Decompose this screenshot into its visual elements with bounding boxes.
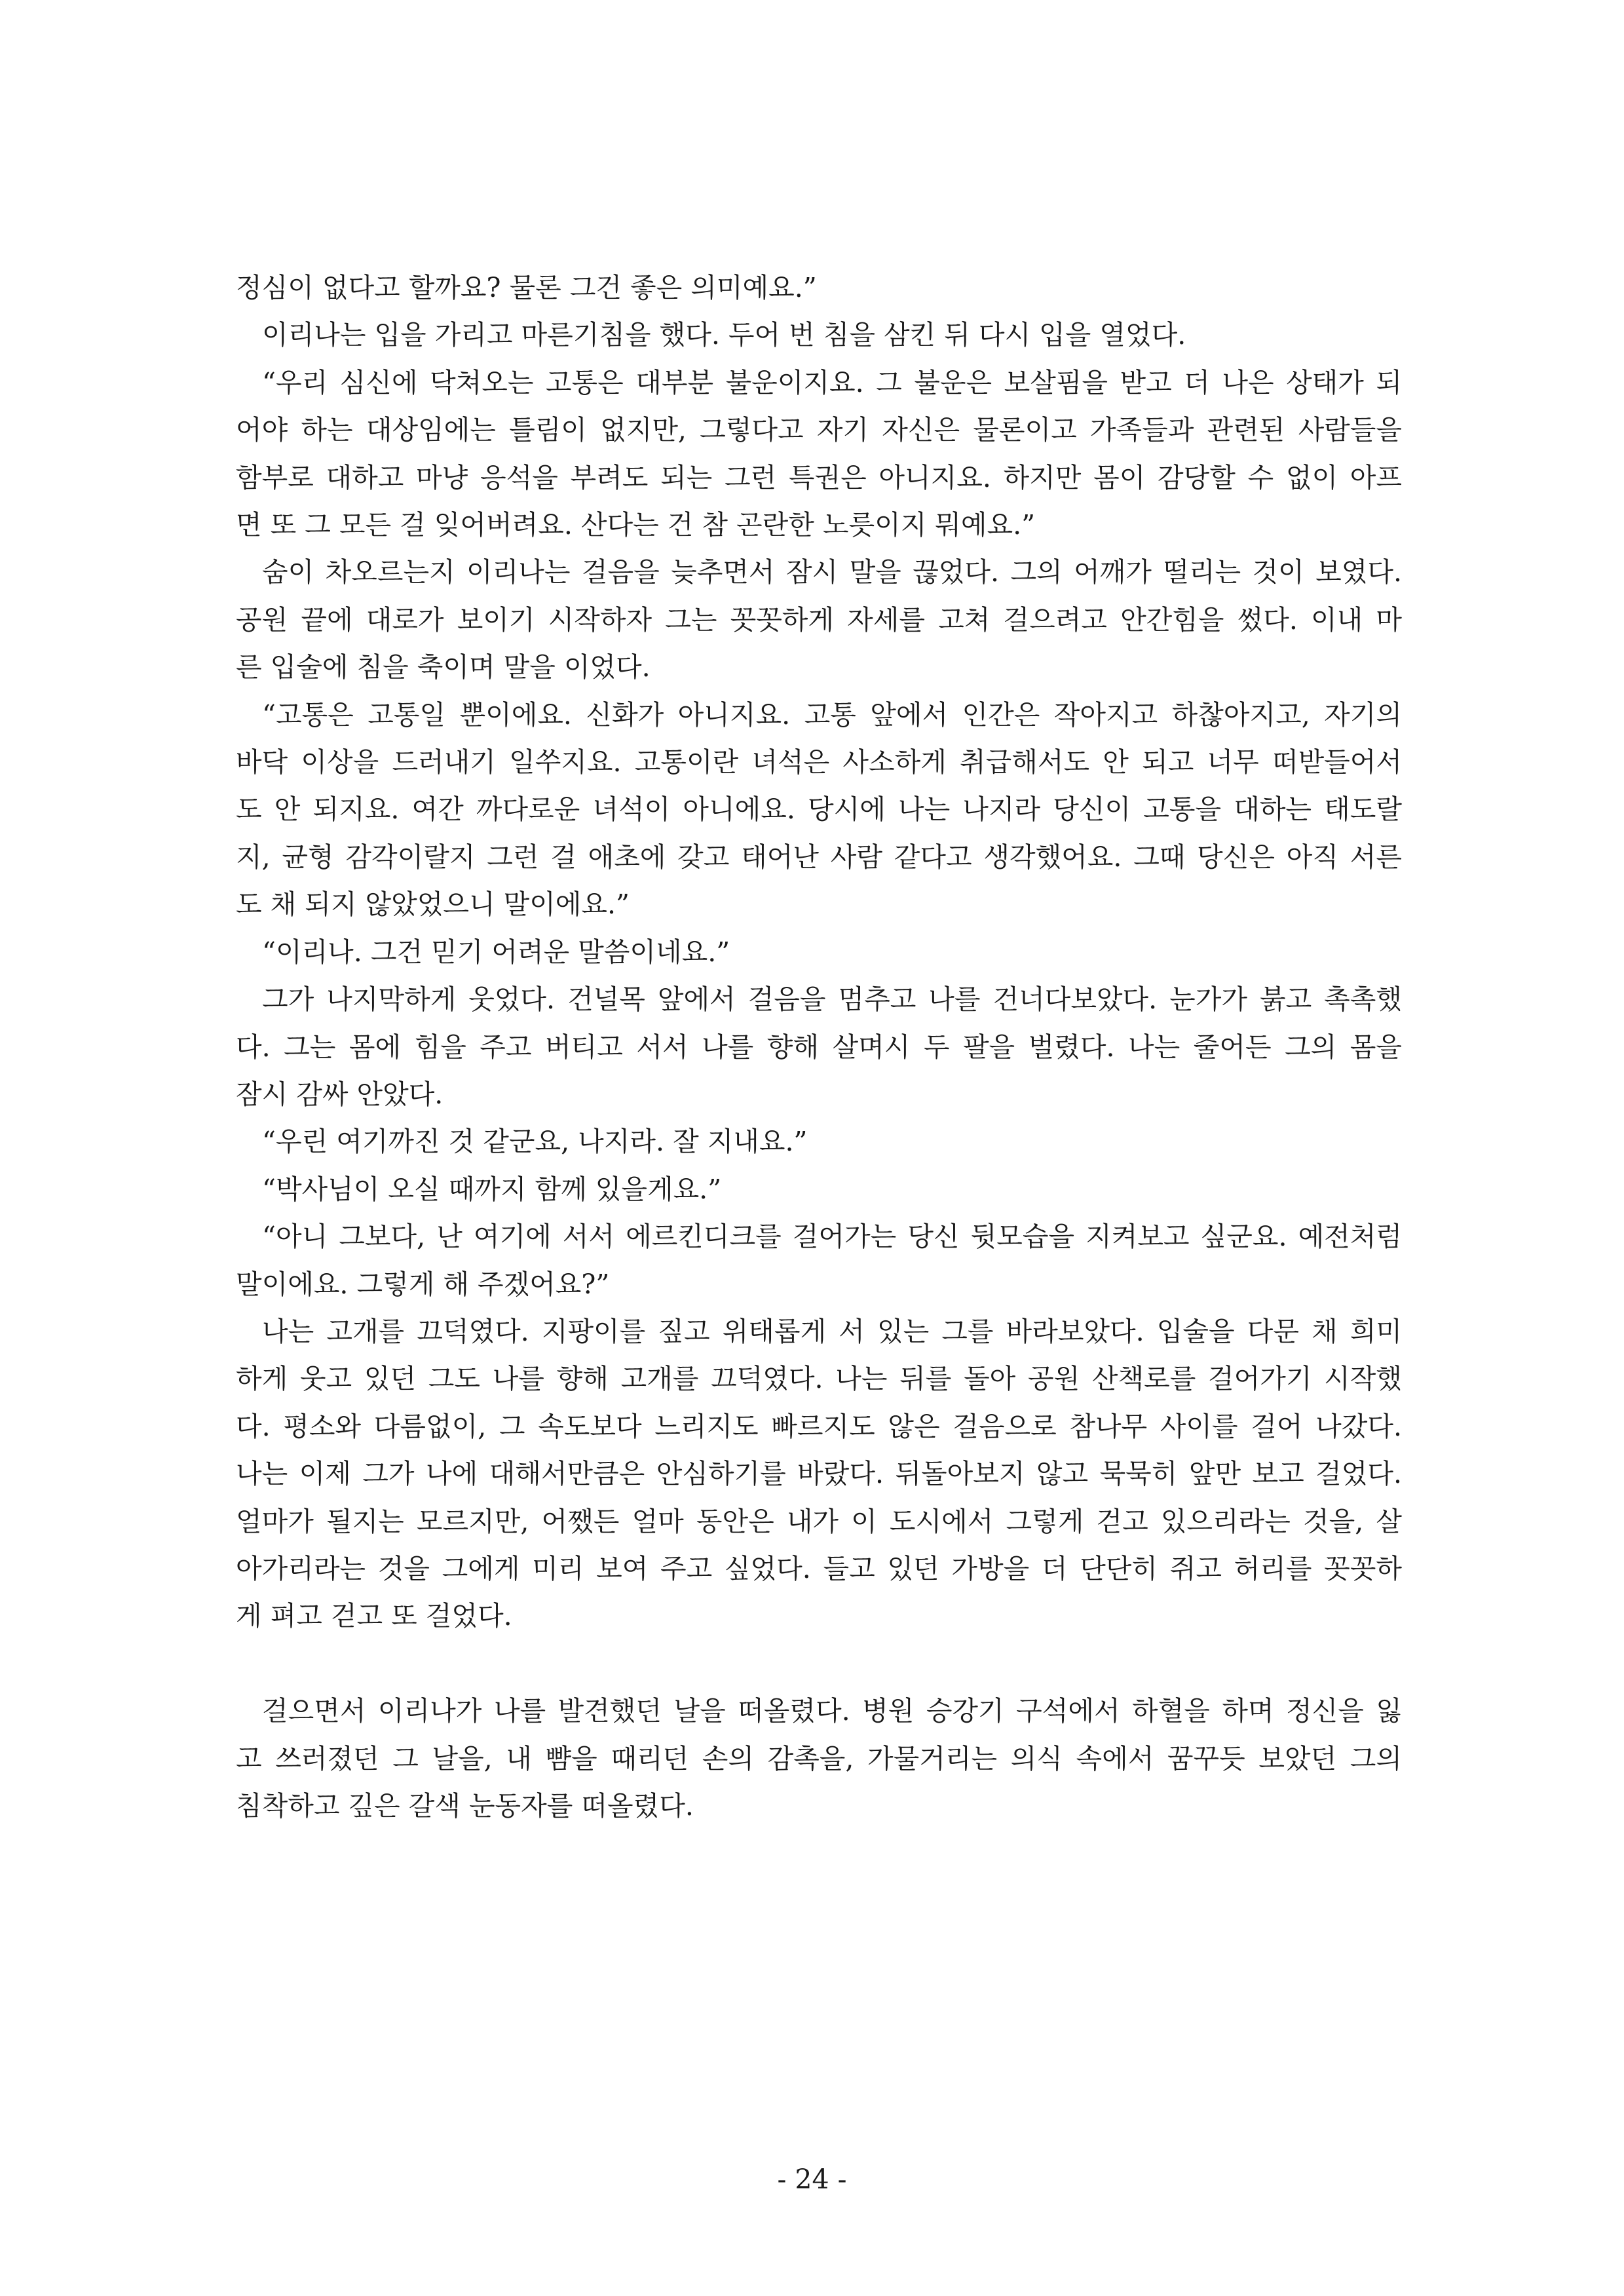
text-line: 아가리라는 것을 그에게 미리 보여 주고 싶었다. 들고 있던 가방을 더 단단히 쥐고 허리를 꼿꼿하 bbox=[236, 1552, 1402, 1584]
text-line: 고 쓰러졌던 그 날을, 내 뺨을 때리던 손의 감촉을, 가물거리는 의식 속에서 꿈꾸듯 보았던 그의 bbox=[236, 1742, 1402, 1774]
text-line: 숨이 차오르는지 이리나는 걸음을 늦추면서 잠시 말을 끊었다. 그의 어깨가 떨리는 것이 보였다. bbox=[262, 556, 1402, 588]
text-line: 도 안 되지요. 여간 까다로운 녀석이 아니에요. 당시에 나는 나지라 당신이 고통을 대하는 태도랄 bbox=[236, 794, 1402, 826]
paragraph bbox=[236, 1308, 1402, 1640]
text-line: 걸으면서 이리나가 나를 발견했던 날을 떠올렸다. 병원 승강기 구석에서 하혈을 하며 정신을 잃 bbox=[262, 1695, 1402, 1727]
text-line: 다. 평소와 다름없이, 그 속도보다 느리지도 빠르지도 않은 걸음으로 참나무 사이를 걸어 나갔다. bbox=[236, 1410, 1402, 1442]
text-line: 침착하고 깊은 갈색 눈동자를 떠올렸다. bbox=[236, 1789, 694, 1822]
text-line: “박사님이 오실 때까지 함께 있을게요.” bbox=[262, 1173, 722, 1205]
text-line: “이리나. 그건 믿기 어려운 말씀이네요.” bbox=[262, 936, 730, 968]
body-text bbox=[236, 264, 1402, 1829]
paragraph bbox=[236, 1687, 1402, 1829]
paragraph bbox=[236, 359, 1402, 549]
text-line: 잠시 감싸 안았다. bbox=[236, 1078, 444, 1110]
text-line: 면 또 그 모든 걸 잊어버려요. 산다는 건 참 곤란한 노릇이지 뭐예요.” bbox=[236, 509, 1036, 541]
text-line: “우리 심신에 닥쳐오는 고통은 대부분 불운이지요. 그 불운은 보살핌을 받고 더 나은 상태가 되 bbox=[262, 366, 1402, 398]
text-line: “고통은 고통일 뿐이에요. 신화가 아니지요. 고통 앞에서 인간은 작아지고 하찮아지고, 자기의 bbox=[262, 698, 1402, 731]
paragraph bbox=[236, 691, 1402, 928]
text-line: 른 입술에 침을 축이며 말을 이었다. bbox=[236, 651, 651, 683]
text-line: 공원 끝에 대로가 보이기 시작하자 그는 꼿꼿하게 자세를 고쳐 걸으려고 안간힘을 썼다. 이내 마 bbox=[236, 603, 1402, 636]
text-line: 얼마가 될지는 모르지만, 어쨌든 얼마 동안은 내가 이 도시에서 그렇게 걷고 있으리라는 것을, 살 bbox=[236, 1505, 1402, 1537]
text-line: 지, 균형 감각이랄지 그런 걸 애초에 갖고 태어난 사람 같다고 생각했어요. 그때 당신은 아직 서른 bbox=[236, 841, 1402, 873]
text-line: 어야 하는 대상임에는 틀림이 없지만, 그렇다고 자기 자신은 물론이고 가족들과 관련된 사람들을 bbox=[236, 414, 1402, 446]
text-line: 도 채 되지 않았었으니 말이에요.” bbox=[236, 889, 630, 921]
text-line: “우린 여기까진 것 같군요, 나지라. 잘 지내요.” bbox=[262, 1126, 808, 1158]
text-line: 바닥 이상을 드러내기 일쑤지요. 고통이란 녀석은 사소하게 취급해서도 안 되고 너무 떠받들어서 bbox=[236, 746, 1402, 778]
text-line: 다. 그는 몸에 힘을 주고 버티고 서서 나를 향해 살며시 두 팔을 벌렸다. 나는 줄어든 그의 몸을 bbox=[236, 1031, 1402, 1063]
text-line: 게 펴고 걷고 또 걸었다. bbox=[236, 1600, 512, 1632]
text-line: 그가 나지막하게 웃었다. 건널목 앞에서 걸음을 멈추고 나를 건너다보았다. 눈가가 붉고 촉촉했 bbox=[262, 984, 1402, 1016]
text-line: 나는 이제 그가 나에 대해서만큼은 안심하기를 바랐다. 뒤돌아보지 않고 묵묵히 앞만 보고 걸었다. bbox=[236, 1458, 1402, 1490]
text-line: 말이에요. 그렇게 해 주겠어요?” bbox=[236, 1268, 610, 1300]
paragraph bbox=[236, 311, 1402, 358]
paragraph bbox=[236, 928, 1402, 976]
paragraph bbox=[236, 976, 1402, 1118]
paragraph bbox=[236, 1213, 1402, 1308]
text-line: 함부로 대하고 마냥 응석을 부려도 되는 그런 특권은 아니지요. 하지만 몸이 감당할 수 없이 아프 bbox=[236, 461, 1402, 493]
text-line: 정심이 없다고 할까요? 물론 그건 좋은 의미예요.” bbox=[236, 272, 817, 303]
text-line: 이리나는 입을 가리고 마른기침을 했다. 두어 번 침을 삼킨 뒤 다시 입을 열었다. bbox=[262, 319, 1186, 351]
paragraph bbox=[236, 1118, 1402, 1165]
paragraph bbox=[236, 1166, 1402, 1213]
section-break bbox=[236, 1640, 1402, 1687]
text-line: 나는 고개를 끄덕였다. 지팡이를 짚고 위태롭게 서 있는 그를 바라보았다. 입술을 다문 채 희미 bbox=[262, 1315, 1402, 1347]
text-line: 하게 웃고 있던 그도 나를 향해 고개를 끄덕였다. 나는 뒤를 돌아 공원 산책로를 걸어가기 시작했 bbox=[236, 1363, 1402, 1395]
page-number: - 24 - bbox=[777, 2164, 847, 2195]
paragraph bbox=[236, 264, 1402, 311]
text-line: “아니 그보다, 난 여기에 서서 에르킨디크를 걸어가는 당신 뒷모습을 지켜보고 싶군요. 예전처럼 bbox=[262, 1221, 1402, 1253]
paragraph bbox=[236, 548, 1402, 691]
